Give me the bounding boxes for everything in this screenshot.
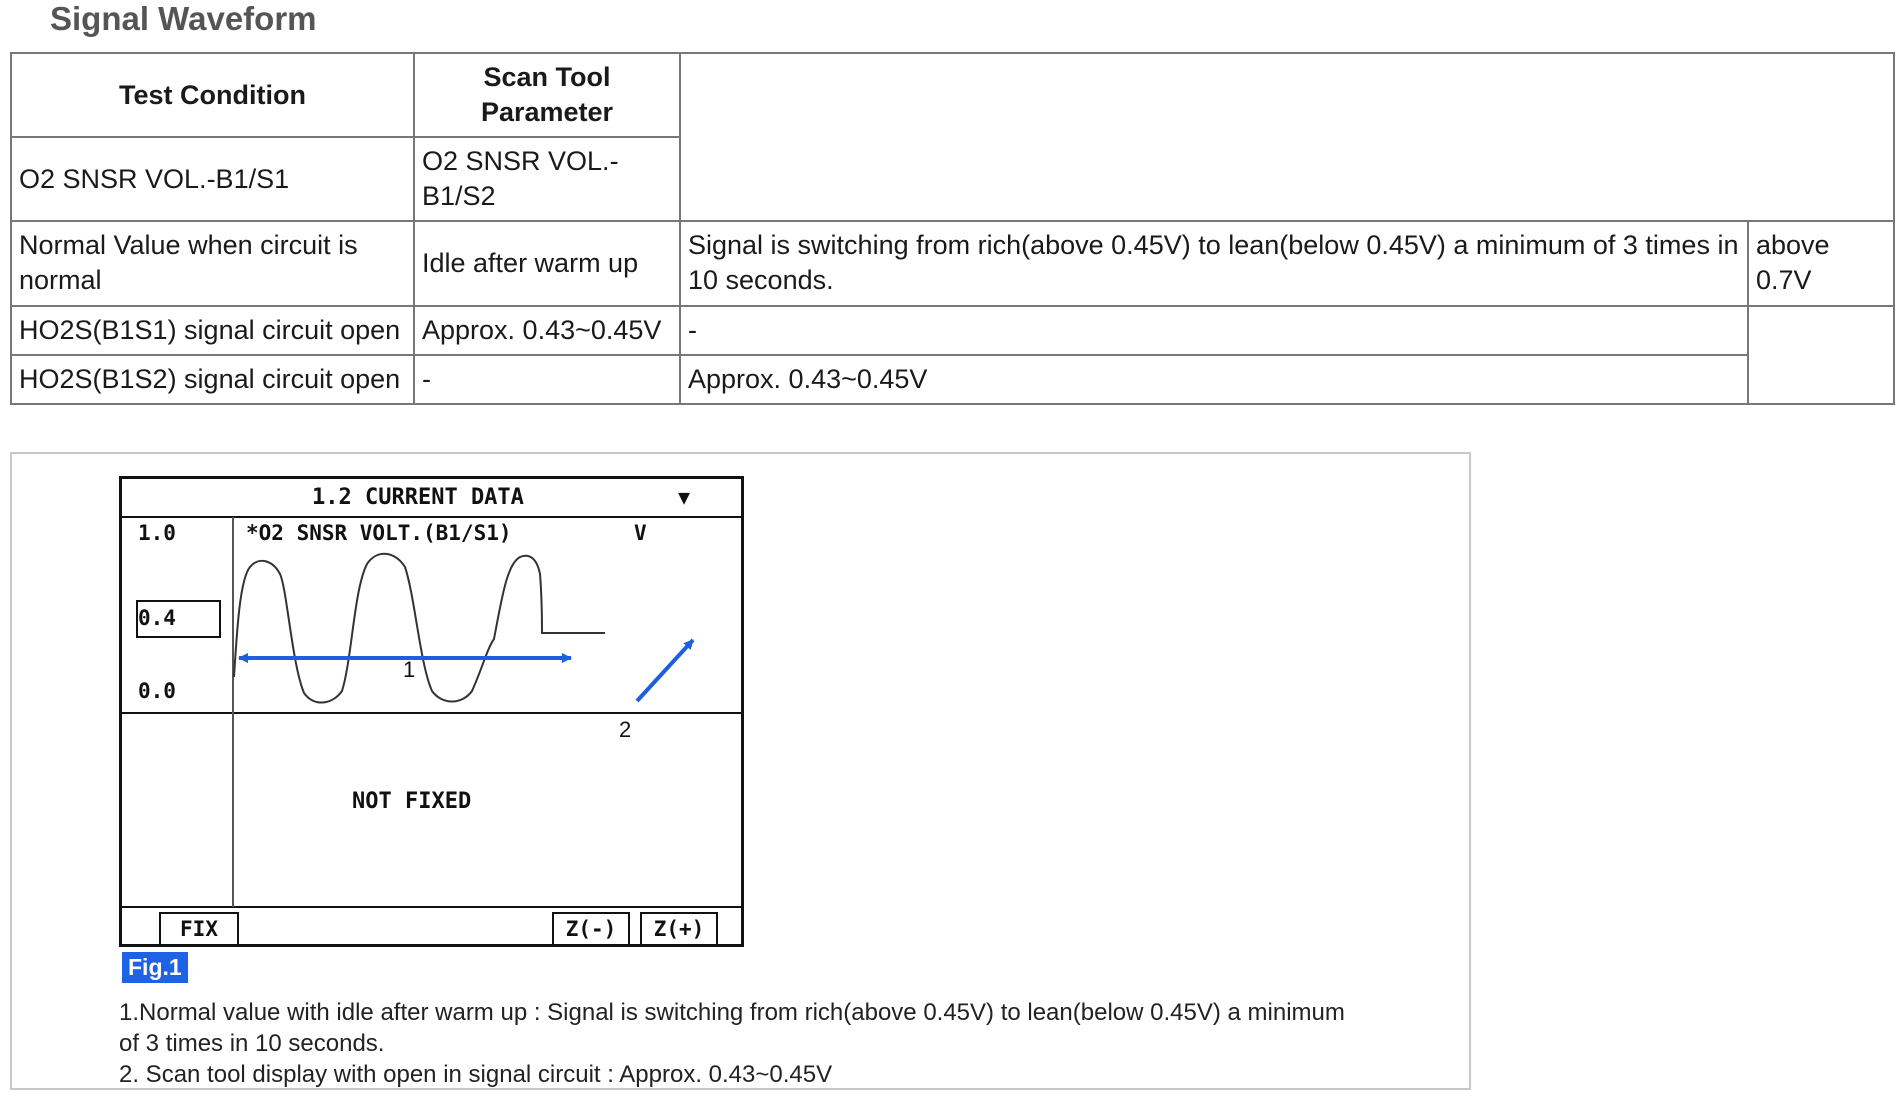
status-text: NOT FIXED (352, 789, 472, 814)
normal-value-row (11, 221, 1894, 305)
table-header-row (11, 53, 1894, 137)
axis-label-bottom: 0.0 (138, 679, 176, 703)
open-row-b1s2-value: - (680, 306, 1748, 355)
open-circuit-arrow (637, 640, 693, 701)
header-scan-tool-parameter: Scan Tool Parameter (414, 53, 680, 137)
figure-caption (119, 997, 1449, 1090)
zoom-in-button[interactable]: Z(+) (653, 917, 705, 941)
empty-cell (1748, 306, 1894, 404)
normal-row-b1s2: above 0.7V (1748, 221, 1894, 305)
screen-header: 1.2 CURRENT DATA (312, 485, 524, 510)
scan-tool-screen (119, 476, 744, 947)
fix-button[interactable]: FIX (180, 917, 218, 941)
figure-tag: Fig.1 (122, 952, 188, 983)
param-b1s2: O2 SNSR VOL.-B1/S2 (414, 137, 680, 221)
open-row-label: HO2S(B1S1) signal circuit open (11, 306, 414, 355)
open-row-b1s1-value: Approx. 0.43~0.45V (414, 306, 680, 355)
axis-label-top: 1.0 (138, 521, 176, 545)
param-b1s1: O2 SNSR VOL.-B1/S1 (11, 137, 414, 221)
callout-2: 2 (619, 717, 632, 742)
o2-waveform (234, 554, 605, 703)
signal-spec-table (10, 52, 1895, 405)
callout-1: 1 (403, 657, 416, 682)
open-row-b1s2-value: Approx. 0.43~0.45V (680, 355, 1748, 404)
open-circuit-row-b1s1 (11, 306, 1894, 355)
caption-line: 1.Normal value with idle after warm up : Signal is switching from rich(above 0.45V) to lean(below 0.45V) a minimum (119, 999, 1345, 1026)
caption-line: of 3 times in 10 seconds. (119, 1030, 385, 1057)
normal-row-condition: Idle after warm up (414, 221, 680, 305)
zoom-out-button[interactable]: Z(-) (565, 917, 617, 941)
open-row-label: HO2S(B1S2) signal circuit open (11, 355, 414, 404)
caption-line: 2. Scan tool display with open in signal circuit : Approx. 0.43~0.45V (119, 1061, 833, 1088)
scan-tool-graph (122, 479, 741, 944)
axis-label-mid: 0.4 (138, 606, 176, 630)
figure-panel (10, 452, 1471, 1090)
section-title: Signal Waveform (50, 0, 317, 37)
header-test-condition: Test Condition (11, 53, 414, 137)
empty-header-cell (680, 53, 1894, 221)
open-circuit-row-b1s2 (11, 355, 1894, 404)
normal-row-b1s1: Signal is switching from rich(above 0.45V) to lean(below 0.45V) a minimum of 3 times in 10 seconds. (680, 221, 1748, 305)
open-row-b1s1-value: - (414, 355, 680, 404)
parameter-label: *O2 SNSR VOLT.(B1/S1) (246, 521, 512, 545)
normal-row-label: Normal Value when circuit is normal (11, 221, 414, 305)
down-triangle-icon: ▼ (678, 485, 691, 509)
unit-label: V (634, 521, 647, 545)
